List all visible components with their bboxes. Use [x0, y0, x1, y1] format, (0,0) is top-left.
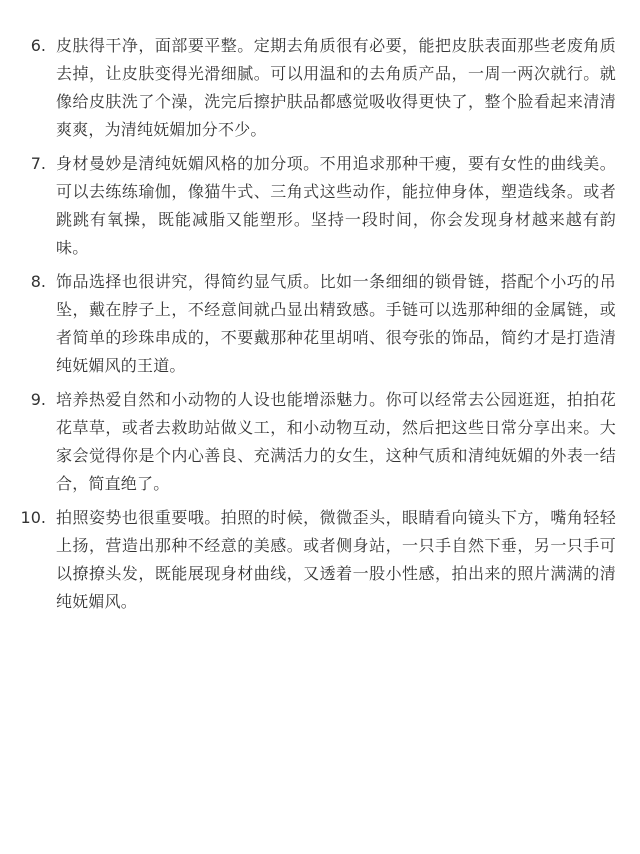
list-item [0, 504, 640, 616]
item-text: 饰品选择也很讲究，得简约显气质。比如一条细细的锁骨链，搭配个小巧的吊坠，戴在脖子上，不经意间就凸显出精致感。手链可以选那种细的金属链，或者简单的珍珠串成的，不要戴那种花里胡哨、很夸张的饰品，简约才是打造清纯妩媚风的王道。 [56, 272, 616, 375]
item-text: 培养热爱自然和小动物的人设也能增添魅力。你可以经常去公园逛逛，拍拍花花草草，或者去救助站做义工，和小动物互动，然后把这些日常分享出来。大家会觉得你是个内心善良、充满活力的女生，这种气质和清纯妩媚的外表一结合，简直绝了。 [56, 390, 616, 493]
item-number-label: 7. [30, 154, 46, 173]
item-number-label: 8. [30, 272, 46, 291]
item-number [0, 268, 46, 296]
item-text: 拍照姿势也很重要哦。拍照的时候，微微歪头，眼睛看向镜头下方，嘴角轻轻上扬，营造出那种不经意的美感。或者侧身站，一只手自然下垂，另一只手可以撩撩头发，既能展现身材曲线，又透着一股小性感，拍出来的照片满满的清纯妩媚风。 [56, 508, 616, 611]
item-number-label: 9. [30, 390, 46, 409]
item-number-label: 6. [30, 36, 46, 55]
item-text: 皮肤得干净，面部要平整。定期去角质很有必要，能把皮肤表面那些老废角质去掉，让皮肤变得光滑细腻。可以用温和的去角质产品，一周一两次就行。就像给皮肤洗了个澡，洗完后擦护肤品都感觉吸收得更快了，整个脸看起来清清爽爽，为清纯妩媚加分不少。 [56, 36, 616, 139]
list-item [0, 32, 640, 144]
item-number [0, 386, 46, 414]
list-item [0, 268, 640, 380]
item-number [0, 504, 46, 532]
item-number-label: 10. [20, 508, 46, 527]
list-item [0, 386, 640, 498]
list-item [0, 150, 640, 262]
item-number [0, 32, 46, 60]
item-text: 身材曼妙是清纯妩媚风格的加分项。不用追求那种干瘦，要有女性的曲线美。可以去练练瑜伽，像猫牛式、三角式这些动作，能拉伸身体，塑造线条。或者跳跳有氧操，既能减脂又能塑形。坚持一段时间，你会发现身材越来越有韵味。 [56, 154, 616, 257]
item-number [0, 150, 46, 178]
